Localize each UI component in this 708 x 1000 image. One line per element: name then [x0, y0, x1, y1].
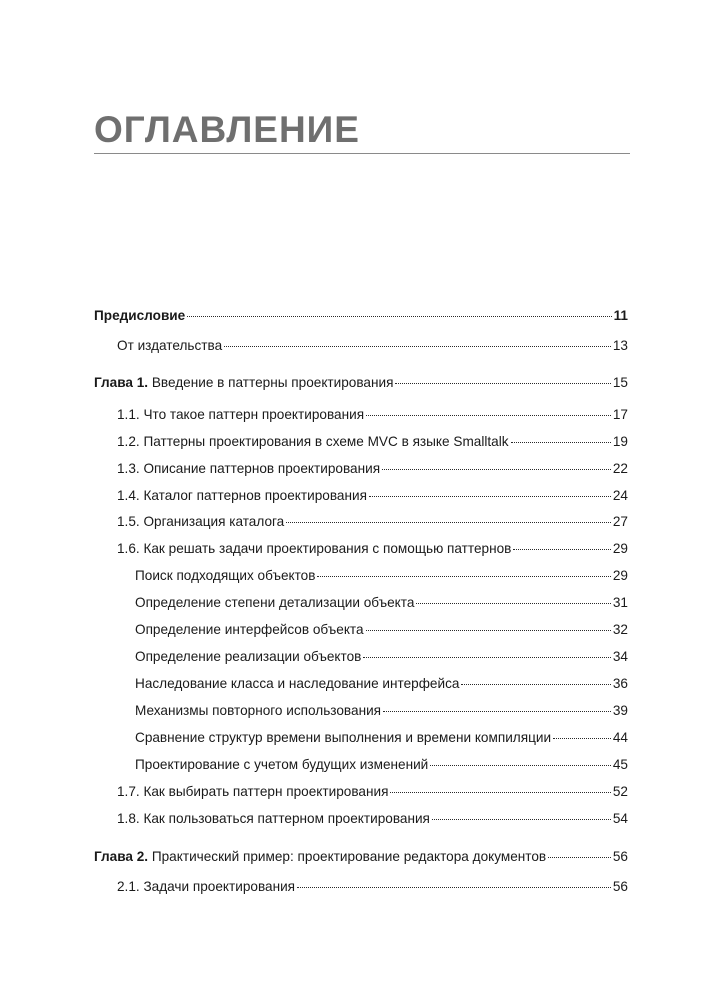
toc-entry-title: Проектирование с учетом будущих изменений	[135, 757, 429, 772]
toc-entry-title: 1.4. Каталог паттернов проектирования	[117, 488, 367, 503]
toc-chapter-label: Глава 1.	[94, 375, 149, 390]
toc-page-number: 13	[612, 338, 628, 353]
toc-entry-reuse[interactable]	[135, 702, 628, 720]
toc-entry-chapter-2[interactable]	[94, 848, 628, 866]
toc-page-number: 22	[612, 461, 628, 476]
toc-entry-chapter-1[interactable]	[94, 374, 628, 392]
toc-page-number: 44	[612, 730, 628, 745]
toc-chapter-title: Введение в паттерны проектирования	[148, 375, 394, 390]
toc-dot-leader	[390, 792, 610, 793]
toc-entry-title: 1.8. Как пользоваться паттерном проектирования	[117, 811, 430, 826]
toc-dot-leader	[383, 711, 611, 712]
toc-entry-title: 1.1. Что такое паттерн проектирования	[117, 407, 365, 422]
toc-dot-leader	[553, 738, 611, 739]
toc-page-number: 11	[613, 308, 628, 323]
toc-entry-title	[94, 374, 393, 392]
toc-entry-2-1[interactable]	[117, 878, 628, 896]
toc-entry-granularity[interactable]	[135, 594, 628, 612]
toc-entry-design-for-change[interactable]	[135, 756, 628, 774]
toc-entry-title: Сравнение структур времени выполнения и времени компиляции	[135, 730, 552, 745]
toc-page-number: 39	[612, 703, 628, 718]
toc-dot-leader	[366, 630, 611, 631]
toc-page-number: 27	[612, 514, 628, 529]
toc-entry-implementations[interactable]	[135, 648, 628, 666]
toc-entry-1-8[interactable]	[117, 810, 628, 828]
toc-dot-leader	[317, 576, 610, 577]
toc-dot-leader	[430, 765, 611, 766]
toc-entry-finding-objects[interactable]	[135, 567, 628, 585]
toc-entry-title: Определение интерфейсов объекта	[135, 622, 364, 637]
toc-entry-title: 1.5. Организация каталога	[117, 514, 285, 529]
toc-entry-title: Предисловие	[94, 308, 186, 323]
toc-page-number: 17	[612, 407, 628, 422]
toc-page-number: 36	[612, 676, 628, 691]
toc-page-number: 52	[612, 784, 628, 799]
toc-entry-title: Наследование класса и наследование интерфейса	[135, 676, 460, 691]
toc-page-number: 31	[612, 595, 628, 610]
toc-entry-1-6[interactable]	[117, 540, 628, 558]
toc-dot-leader	[511, 442, 611, 443]
toc-dot-leader	[297, 887, 611, 888]
toc-entry-title: Определение степени детализации объекта	[135, 595, 415, 610]
toc-page-number: 24	[612, 488, 628, 503]
toc-entry-runtime-compile[interactable]	[135, 729, 628, 747]
toc-entry-1-2[interactable]	[117, 433, 628, 451]
toc-chapter-label: Глава 2.	[94, 849, 149, 864]
toc-dot-leader	[369, 496, 611, 497]
toc-dot-leader	[224, 346, 611, 347]
toc-dot-leader	[513, 549, 610, 550]
toc-chapter-title: Практический пример: проектирование редактора документов	[148, 849, 547, 864]
toc-dot-leader	[461, 684, 610, 685]
toc-page-number: 29	[612, 568, 628, 583]
toc-dot-leader	[382, 469, 611, 470]
toc-entry-title: 2.1. Задачи проектирования	[117, 879, 296, 894]
title-divider	[94, 153, 630, 154]
toc-page-number: 34	[612, 649, 628, 664]
toc-entry-interfaces[interactable]	[135, 621, 628, 639]
toc-dot-leader	[366, 415, 611, 416]
toc-entry-title: 1.2. Паттерны проектирования в схеме MVC в языке Smalltalk	[117, 434, 509, 449]
toc-entry-1-5[interactable]	[117, 513, 628, 531]
toc-entry-title: 1.6. Как решать задачи проектирования с помощью паттернов	[117, 541, 512, 556]
toc-page-number: 29	[612, 541, 628, 556]
toc-page-number: 15	[612, 375, 628, 390]
toc-entry-title: Механизмы повторного использования	[135, 703, 382, 718]
toc-entry-title: 1.3. Описание паттернов проектирования	[117, 461, 381, 476]
toc-entry-preface[interactable]	[94, 307, 628, 325]
toc-page-number: 45	[612, 757, 628, 772]
toc-page-number: 56	[612, 849, 628, 864]
toc-page-number: 19	[612, 434, 628, 449]
toc-dot-leader	[363, 657, 610, 658]
toc-dot-leader	[548, 857, 611, 858]
toc-dot-leader	[432, 819, 611, 820]
toc-dot-leader	[395, 383, 610, 384]
toc-page-number: 54	[612, 811, 628, 826]
toc-page-number: 56	[612, 879, 628, 894]
toc-entry-title	[94, 848, 546, 866]
toc-entry-inheritance[interactable]	[135, 675, 628, 693]
toc-dot-leader	[286, 522, 611, 523]
toc-dot-leader	[187, 316, 611, 317]
toc-entry-1-7[interactable]	[117, 783, 628, 801]
page-title: ОГЛАВЛЕНИЕ	[94, 109, 360, 150]
toc-entry-title: От издательства	[117, 338, 223, 353]
toc-dot-leader	[416, 603, 610, 604]
toc-entry-publisher-note[interactable]	[117, 337, 628, 355]
toc-entry-1-3[interactable]	[117, 460, 628, 478]
toc-entry-title: Определение реализации объектов	[135, 649, 362, 664]
toc-entry-title: Поиск подходящих объектов	[135, 568, 316, 583]
toc-entry-1-1[interactable]	[117, 406, 628, 424]
toc-entry-title: 1.7. Как выбирать паттерн проектирования	[117, 784, 389, 799]
toc-entry-1-4[interactable]	[117, 487, 628, 505]
toc-page-number: 32	[612, 622, 628, 637]
